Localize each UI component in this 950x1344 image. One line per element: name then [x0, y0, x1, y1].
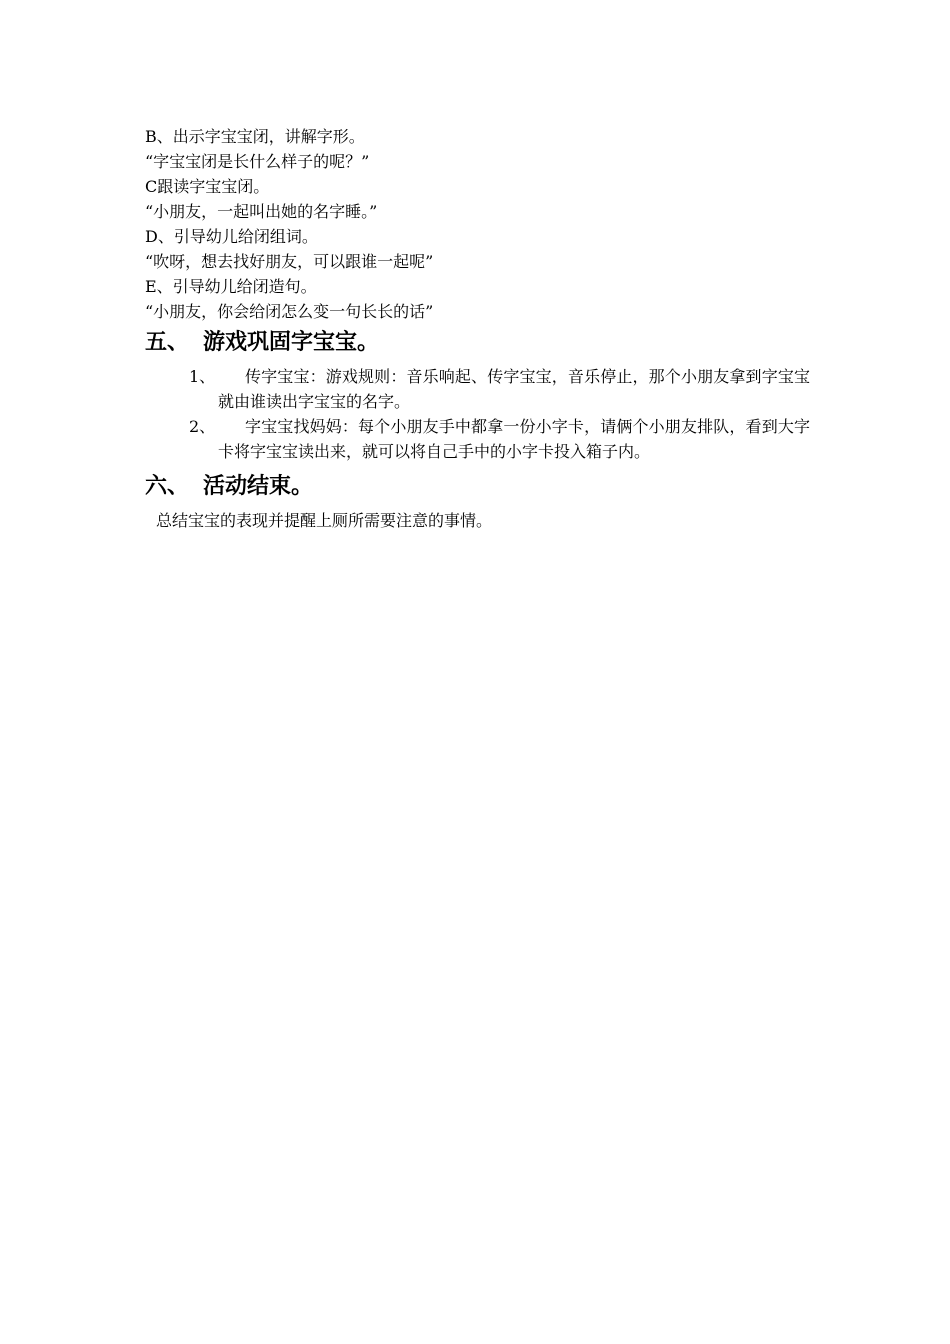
step-b-quote: “字宝宝闭是长什么样子的呢？”	[145, 152, 370, 171]
list-item	[145, 414, 810, 464]
list-item-text: 传字宝宝：游戏规则：音乐响起、传字宝宝，音乐停止，那个小朋友拿到字宝宝就由谁读出字宝宝的名字。	[218, 367, 810, 411]
section-5-title: 游戏巩固字宝宝。	[203, 330, 380, 355]
step-c-line: C跟读字宝宝闭。	[145, 177, 270, 196]
step-e-line: E、引导幼儿给闭造句。	[145, 277, 317, 296]
document-body	[145, 124, 810, 533]
step-b-line: B、出示字宝宝闭，讲解字形。	[145, 127, 365, 146]
list-item-marker: 2、	[189, 417, 216, 436]
step-d-quote: “吹呀，想去找好朋友，可以跟谁一起呢”	[145, 252, 434, 271]
section-5-heading	[145, 328, 810, 358]
list-item-text: 字宝宝找妈妈：每个小朋友手中都拿一份小字卡，请俩个小朋友排队，看到大字卡将字宝宝读出来，就可以将自己手中的小字卡投入箱子内。	[218, 417, 810, 461]
step-d-line: D、引导幼儿给闭组词。	[145, 227, 318, 246]
section-5-number: 五、	[145, 330, 190, 355]
section-6-heading	[145, 472, 810, 502]
list-item	[145, 364, 810, 414]
summary-paragraph: 总结宝宝的表现并提醒上厕所需要注意的事情。	[156, 511, 493, 530]
step-c-quote: “小朋友，一起叫出她的名字睡。”	[145, 202, 378, 221]
step-e-quote: “小朋友，你会给闭怎么变一句长长的话”	[145, 302, 434, 321]
section-6-title: 活动结束。	[203, 474, 314, 499]
list-item-marker: 1、	[189, 367, 216, 386]
section-6-number: 六、	[145, 474, 190, 499]
